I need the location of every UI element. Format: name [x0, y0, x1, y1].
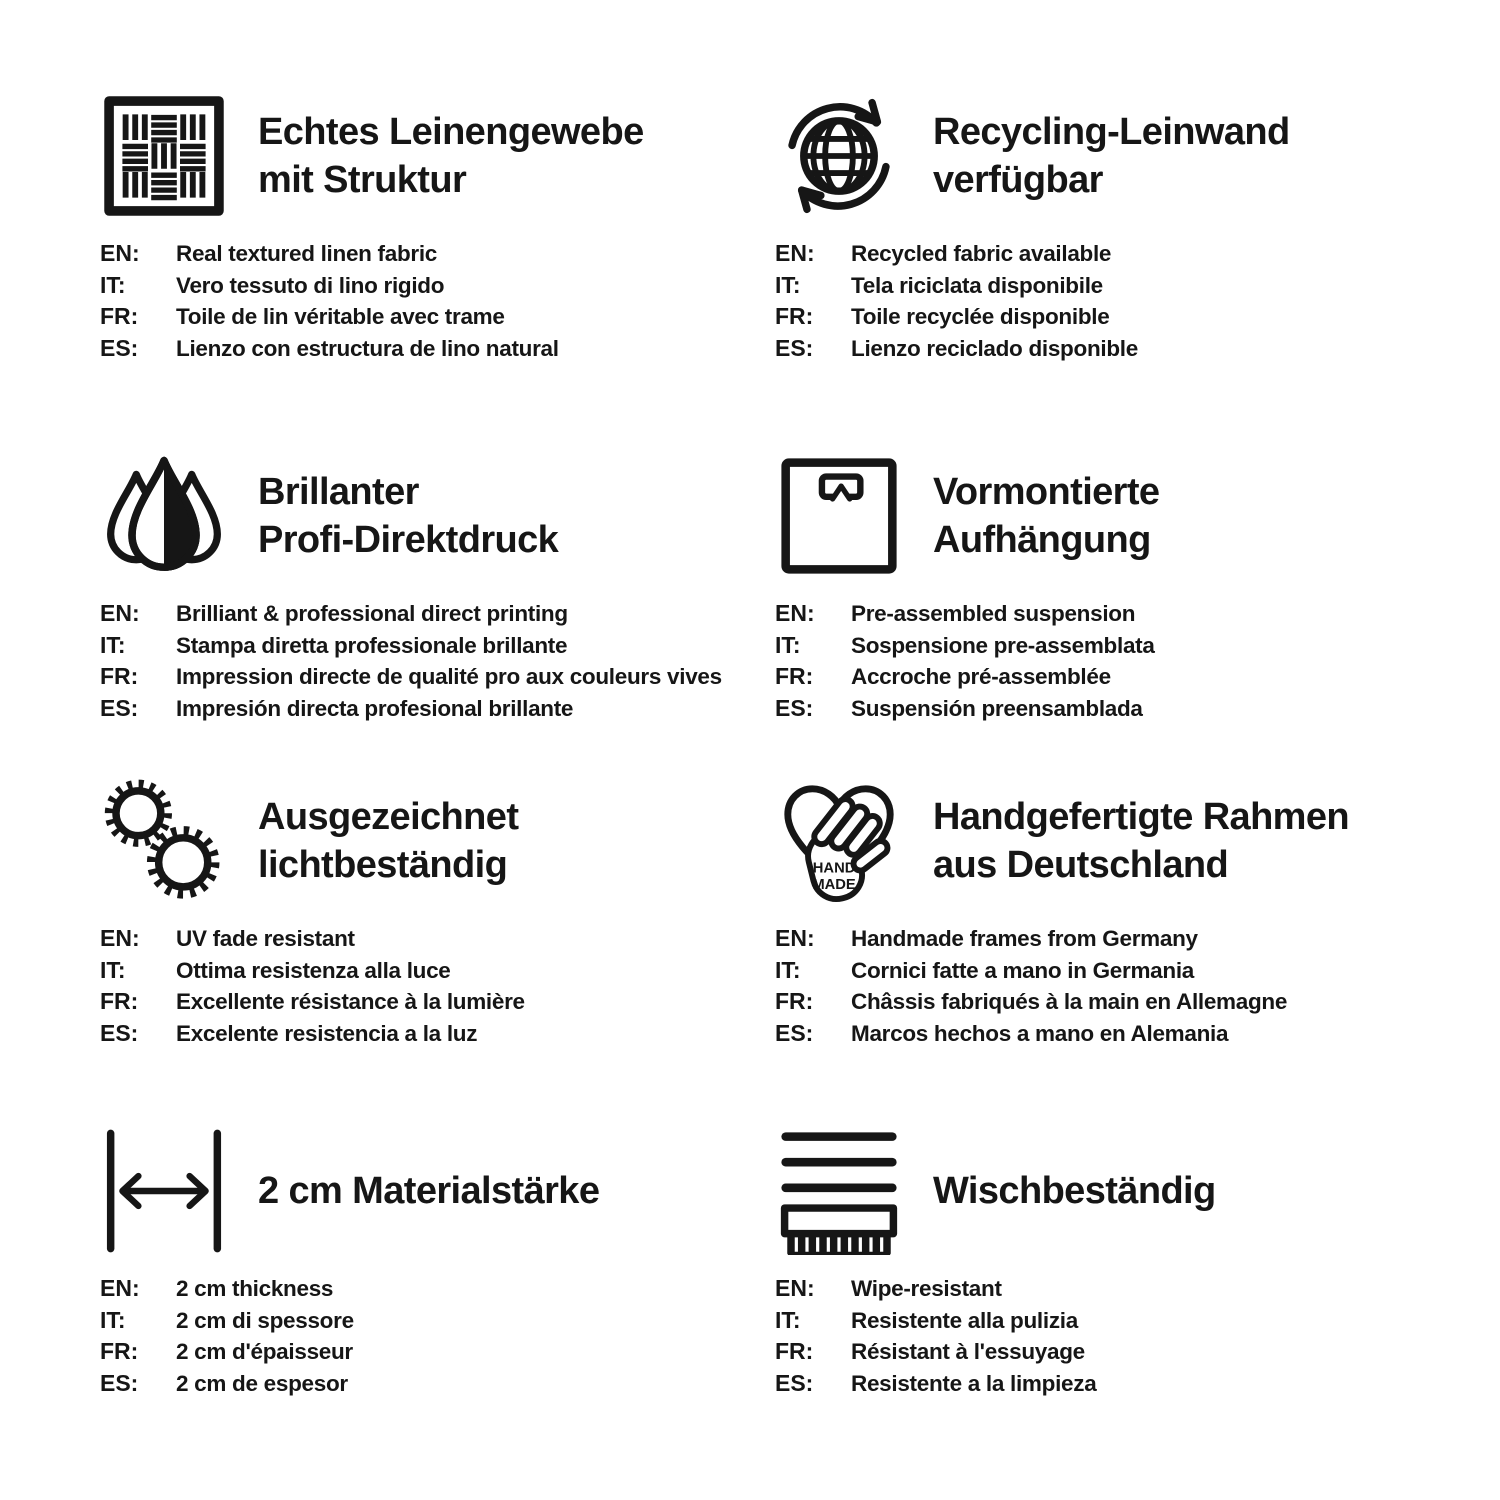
feature-title: Brillanter Profi-Direktdruck [258, 471, 559, 561]
lang-row-en: EN: Brilliant & professional direct printing [100, 600, 568, 626]
lang-row-en: EN: Pre-assembled suspension [775, 600, 1136, 626]
lang-row-it: IT: Sospensione pre-assemblata [775, 631, 1155, 658]
translation-list [775, 925, 1440, 1051]
feature-header [775, 1125, 1440, 1257]
feature-header [100, 775, 775, 907]
feature-title: Echtes Leinengewebe mit Struktur [258, 111, 644, 201]
lang-row-fr: FR: Excellente résistance à la lumière [100, 988, 525, 1014]
lang-row-es: ES: 2 cm de espesor [100, 1369, 348, 1396]
lang-row-en: EN: Real textured linen fabric [100, 240, 438, 266]
lang-row-es: ES: Suspensión preensamblada [775, 694, 1143, 721]
lang-row-fr: FR: Toile de lin véritable avec trame [100, 303, 505, 329]
lang-row-fr: FR: Accroche pré-assemblée [775, 663, 1111, 689]
handmade-heart-icon [775, 777, 903, 905]
lang-row-fr: FR: 2 cm d'épaisseur [100, 1338, 353, 1364]
feature-block-suspension [775, 450, 1440, 775]
lang-row-en: EN: Handmade frames from Germany [775, 925, 1198, 951]
feature-block-printing [100, 450, 775, 775]
lang-row-es: ES: Impresión directa profesional brillante [100, 694, 574, 721]
feature-header [100, 450, 775, 582]
lang-row-fr: FR: Résistant à l'essuyage [775, 1338, 1085, 1364]
handmade-label-line1: HAND [812, 860, 856, 877]
lang-row-it: IT: Stampa diretta professionale brillante [100, 631, 568, 658]
feature-title: Recycling-Leinwand verfügbar [933, 111, 1290, 201]
lang-row-fr: FR: Châssis fabriqués à la main en Allemagne [775, 988, 1288, 1014]
feature-block-linen [100, 90, 775, 450]
wipe-brush-icon [775, 1127, 903, 1255]
feature-header [100, 90, 775, 222]
lang-row-it: IT: Resistente alla pulizia [775, 1306, 1078, 1333]
lang-row-es: ES: Marcos hechos a mano en Alemania [775, 1019, 1229, 1046]
lang-row-es: ES: Excelente resistencia a la luz [100, 1019, 478, 1046]
translation-list [775, 240, 1440, 366]
thickness-arrow-icon [100, 1127, 228, 1255]
handmade-label-line2: MADE [812, 877, 856, 894]
feature-title: Vormontierte Aufhängung [933, 471, 1160, 561]
recycling-globe-icon [775, 92, 903, 220]
feature-header [775, 775, 1440, 907]
ink-drops-icon [100, 452, 228, 580]
lang-row-it: IT: Tela riciclata disponibile [775, 271, 1103, 298]
fabric-texture-icon [100, 92, 228, 220]
lang-row-fr: FR: Impression directe de qualité pro aux couleurs vives [100, 663, 722, 689]
feature-title: Handgefertigte Rahmen aus Deutschland [933, 796, 1350, 886]
lang-row-en: EN: UV fade resistant [100, 925, 355, 951]
feature-block-wipe [775, 1125, 1440, 1495]
feature-title: Ausgezeichnet lichtbeständig [258, 796, 519, 886]
lang-row-it: IT: Vero tessuto di lino rigido [100, 271, 445, 298]
lang-row-es: ES: Lienzo con estructura de lino natural [100, 334, 559, 361]
lang-row-en: EN: Recycled fabric available [775, 240, 1112, 266]
feature-title: 2 cm Materialstärke [258, 1170, 600, 1212]
lang-row-it: IT: 2 cm di spessore [100, 1306, 354, 1333]
translation-list [100, 925, 775, 1051]
lang-row-en: EN: Wipe-resistant [775, 1275, 1002, 1301]
translation-list [100, 1275, 775, 1401]
feature-title: Wischbeständig [933, 1170, 1216, 1212]
translation-list [100, 240, 775, 366]
lang-row-it: IT: Cornici fatte a mano in Germania [775, 956, 1194, 983]
frame-hanger-icon [775, 452, 903, 580]
lang-row-fr: FR: Toile recyclée disponible [775, 303, 1110, 329]
feature-header [775, 450, 1440, 582]
lang-row-es: ES: Lienzo reciclado disponible [775, 334, 1138, 361]
lang-row-it: IT: Ottima resistenza alla luce [100, 956, 451, 983]
translation-list [100, 600, 775, 726]
feature-block-lightfast [100, 775, 775, 1125]
translation-list [775, 1275, 1440, 1401]
lang-row-es: ES: Resistente a la limpieza [775, 1369, 1097, 1396]
feature-block-thickness [100, 1125, 775, 1495]
feature-block-handmade [775, 775, 1440, 1125]
lang-row-en: EN: 2 cm thickness [100, 1275, 334, 1301]
feature-header [100, 1125, 775, 1257]
gears-icon [100, 777, 228, 905]
feature-block-recycling [775, 90, 1440, 450]
feature-header [775, 90, 1440, 222]
translation-list [775, 600, 1440, 726]
